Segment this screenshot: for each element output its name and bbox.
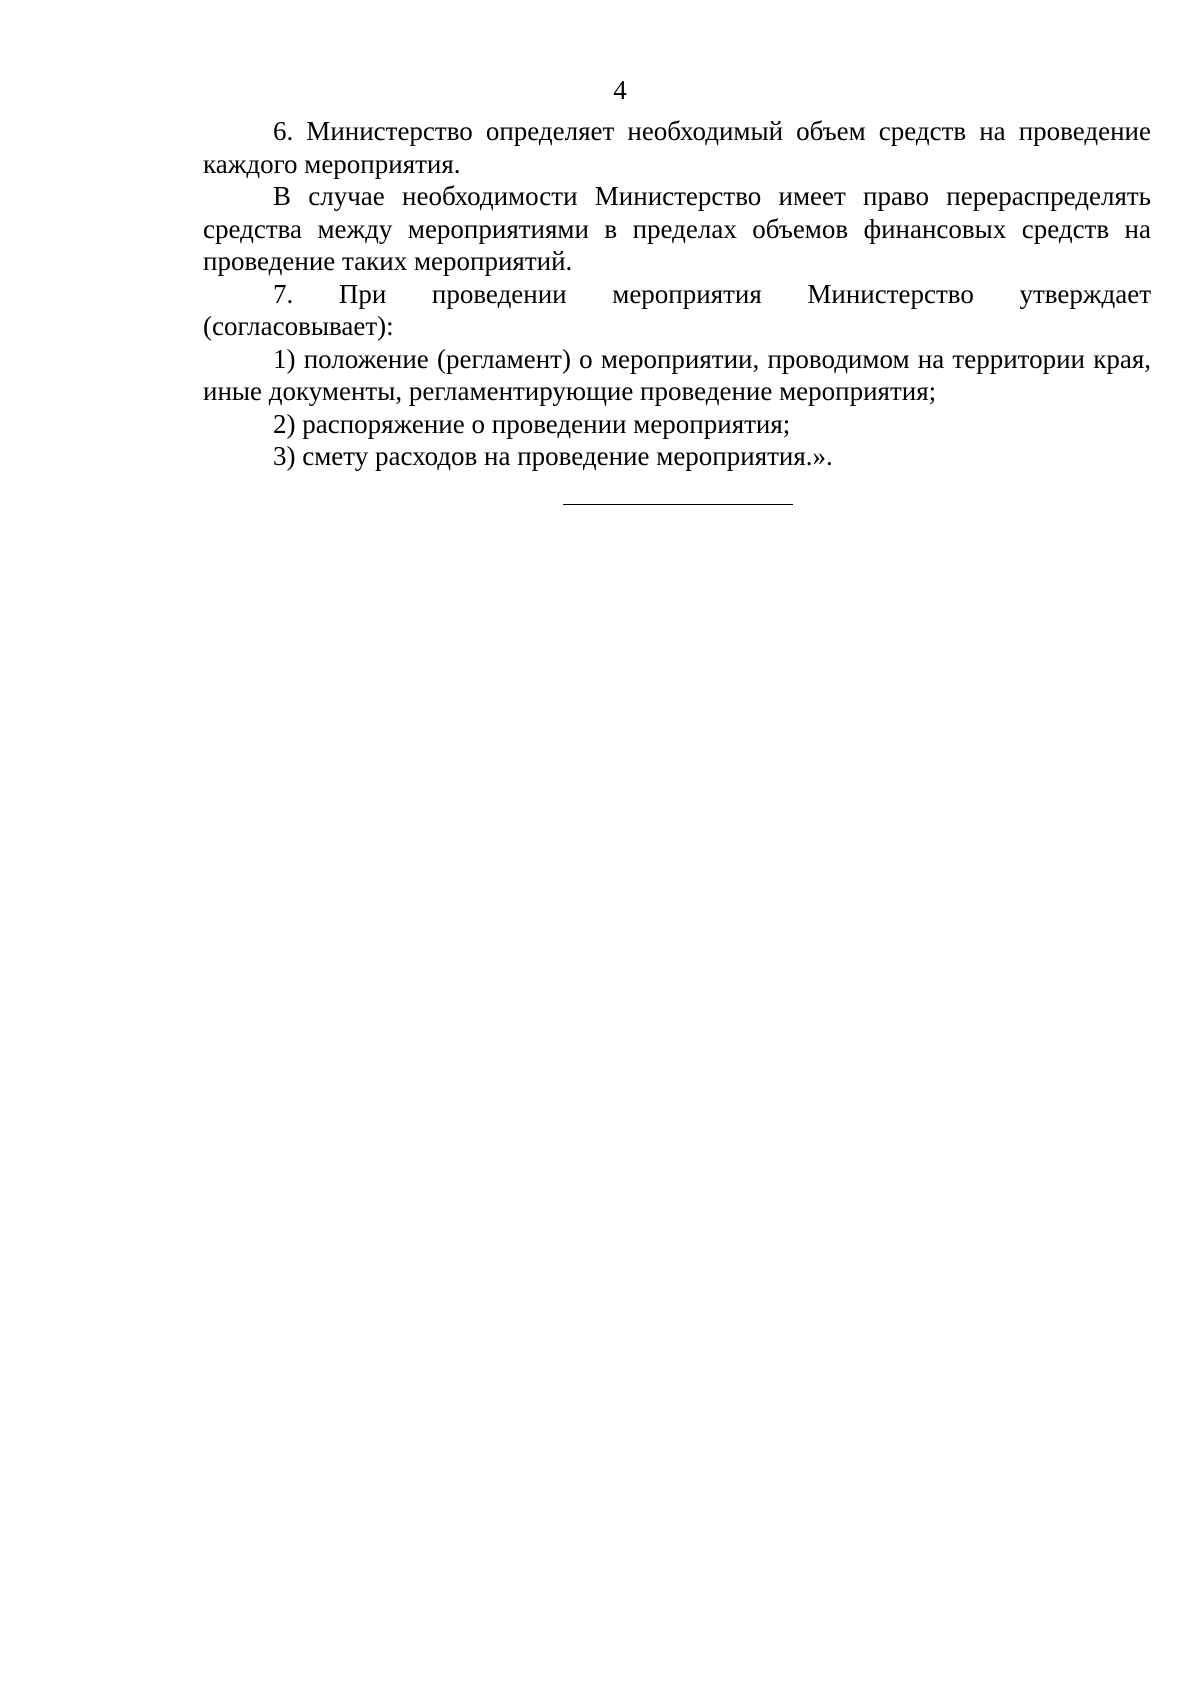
end-separator-line: [563, 504, 793, 505]
page-number: 4: [613, 75, 627, 105]
paragraph-item-6: 6. Министерство определяет необходимый объем средств на проведение каждого мероприятия.: [203, 116, 1151, 179]
document-body: [203, 115, 1151, 473]
paragraph-item-7: 7. При проведении мероприятия Министерство утверждает (согласовывает):: [203, 278, 1151, 341]
paragraph-subitem-2: 2) распоряжение о проведении мероприятия;: [273, 408, 791, 439]
paragraph-subitem-1: 1) положение (регламент) о мероприятии, проводимом на территории края, иные документы, регламентирующие проведение мероприятия;: [203, 343, 1151, 406]
paragraph-redistribution: В случае необходимости Министерство имеет право перераспределять средства между мероприятиями в пределах объемов финансовых средств на проведение таких мероприятий.: [203, 181, 1151, 276]
paragraph-subitem-3: 3) смету расходов на проведение мероприятия.».: [273, 441, 833, 471]
